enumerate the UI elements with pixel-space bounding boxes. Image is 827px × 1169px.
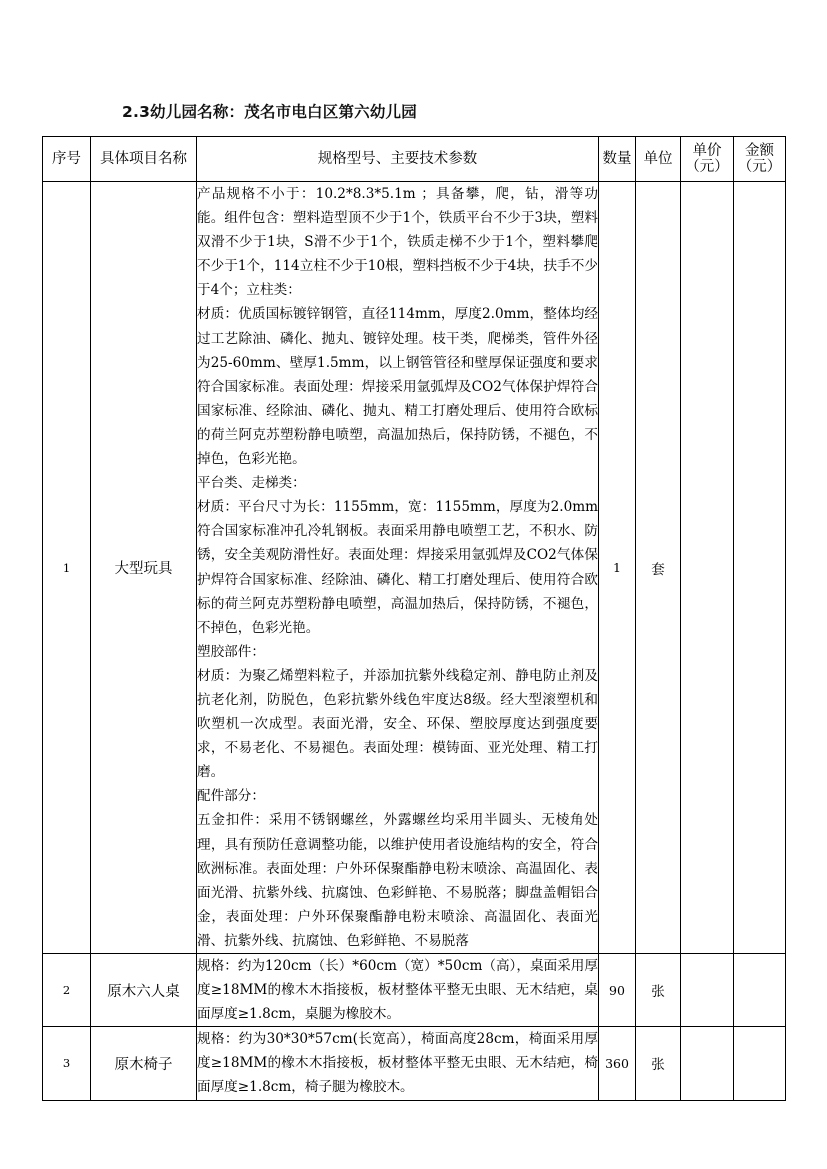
row-seq: 2 <box>43 954 91 1027</box>
spec-paragraph: 材质：为聚乙烯塑料粒子，并添加抗紫外线稳定剂、静电防止剂及抗老化剂，防脱色，色彩抗紫外线色牢度达8级。经大型滚塑机和吹塑机一次成型。表面光滑，安全、环保、塑胶厚度达到强度要求，不易老化、不易褪色。表面处理：模铸面、亚光处理、精工打磨。 <box>197 667 598 781</box>
row-unit: 张 <box>636 1027 681 1100</box>
column-header-amount <box>734 137 786 182</box>
amount-label-line1: 金额 <box>745 142 774 159</box>
row-amount[interactable] <box>734 1027 786 1100</box>
column-header-seq: 序号 <box>43 137 91 182</box>
spec-paragraph: 材质：平台尺寸为长：1155mm，宽：1155mm，厚度为2.0mm符合国家标准冲孔冷轧钢板。表面采用静电喷塑工艺，不积水、防锈，安全美观防滑性好。表面处理：焊接采用氩弧焊及CO2气体保护焊符合国家标准、经除油、磷化、精工打磨处理后、使用符合欧标的荷兰阿克苏塑粉静电喷塑，高温加热后，保持防锈，不褪色，不掉色，色彩光艳。 <box>197 499 598 636</box>
row-item-name: 原木六人桌 <box>91 954 197 1027</box>
row-spec <box>197 1027 599 1100</box>
row-item-name: 大型玩具 <box>91 182 197 954</box>
table-row <box>43 954 786 1027</box>
column-header-unit-price <box>681 137 734 182</box>
row-seq: 3 <box>43 1027 91 1100</box>
spec-paragraph: 平台类、走梯类： <box>197 475 306 492</box>
procurement-spec-table <box>42 136 786 1101</box>
spec-paragraph: 规格：约为30*30*57cm(长宽高），椅面高度28cm，椅面采用厚度≥18MM的橡木木指接板，板材整体平整无虫眼、无木结疤，椅面厚度≥1.8cm，椅子腿为橡胶木。 <box>197 1031 598 1096</box>
row-amount[interactable] <box>734 182 786 954</box>
row-quantity: 360 <box>599 1027 636 1100</box>
row-spec <box>197 182 599 954</box>
spec-paragraph: 产品规格不小于：10.2*8.3*5.1m ；具备攀，爬，钻，滑等功能。组件包含：塑料造型顶不少于1个，铁质平台不少于3块，塑料双滑不少于1块，S滑不少于1个，铁质走梯不少于1个，塑料攀爬不少于1个，114立柱不少于10根，塑料挡板不少于4块，扶手不少于4个；立柱类： <box>197 186 598 299</box>
row-quantity: 90 <box>599 954 636 1027</box>
row-item-name: 原木椅子 <box>91 1027 197 1100</box>
table-body <box>43 182 786 1101</box>
row-unit-price[interactable] <box>681 182 734 954</box>
column-header-unit: 单位 <box>636 137 681 182</box>
spec-paragraph: 塑胶部件： <box>197 643 265 660</box>
column-header-spec: 规格型号、主要技术参数 <box>197 137 599 182</box>
table-row <box>43 182 786 954</box>
unit-price-label-line2: （元） <box>685 159 729 175</box>
row-spec <box>197 954 599 1027</box>
row-unit-price[interactable] <box>681 954 734 1027</box>
column-header-item-name: 具体项目名称 <box>91 137 197 182</box>
row-unit-price[interactable] <box>681 1027 734 1100</box>
spec-paragraph: 五金扣件：采用不锈钢螺丝，外露螺丝均采用半圆头、无棱角处理，具有预防任意调整功能，以维护使用者设施结构的安全，符合欧洲标准。表面处理：户外环保聚酯静电粉末喷涂、高温固化、表面光滑、抗紫外线、抗腐蚀、色彩鲜艳、不易脱落；脚盘盖帽铝合金，表面处理：户外环保聚酯静电粉末喷涂、高温固化、表面光滑、抗紫外线、抗腐蚀、色彩鲜艳、不易脱落 <box>197 812 598 949</box>
table-header-row <box>43 137 786 182</box>
page-title: 2.3幼儿园名称：茂名市电白区第六幼儿园 <box>122 103 417 121</box>
spec-paragraph: 规格：约为120cm（长）*60cm（宽）*50cm（高），桌面采用厚度≥18MM的橡木木指接板，板材整体平整无虫眼、无木结疤，桌面厚度≥1.8cm，桌腿为橡胶木。 <box>197 958 598 1023</box>
spec-paragraph: 配件部分： <box>197 788 265 805</box>
row-amount[interactable] <box>734 954 786 1027</box>
row-unit: 套 <box>636 182 681 954</box>
table-row <box>43 1027 786 1100</box>
spec-paragraph: 材质：优质国标镀锌钢管，直径114mm，厚度2.0mm，整体均经过工艺除油、磷化、抛丸、镀锌处理。枝干类，爬梯类，管件外径为25-60mm、壁厚1.5mm，以上钢管管径和壁厚保证强度和要求符合国家标准。表面处理：焊接采用氩弧焊及CO2气体保护焊符合国家标准、经除油、磷化、抛丸、精工打磨处理后、使用符合欧标的荷兰阿克苏塑粉静电喷塑，高温加热后，保持防锈，不褪色，不掉色，色彩光艳。 <box>197 306 598 468</box>
column-header-quantity: 数量 <box>599 137 636 182</box>
row-quantity: 1 <box>599 182 636 954</box>
row-unit: 张 <box>636 954 681 1027</box>
table-header <box>43 137 786 182</box>
amount-label-line2: （元） <box>737 159 782 175</box>
row-seq: 1 <box>43 182 91 954</box>
unit-price-label-line1: 单价 <box>692 142 722 159</box>
